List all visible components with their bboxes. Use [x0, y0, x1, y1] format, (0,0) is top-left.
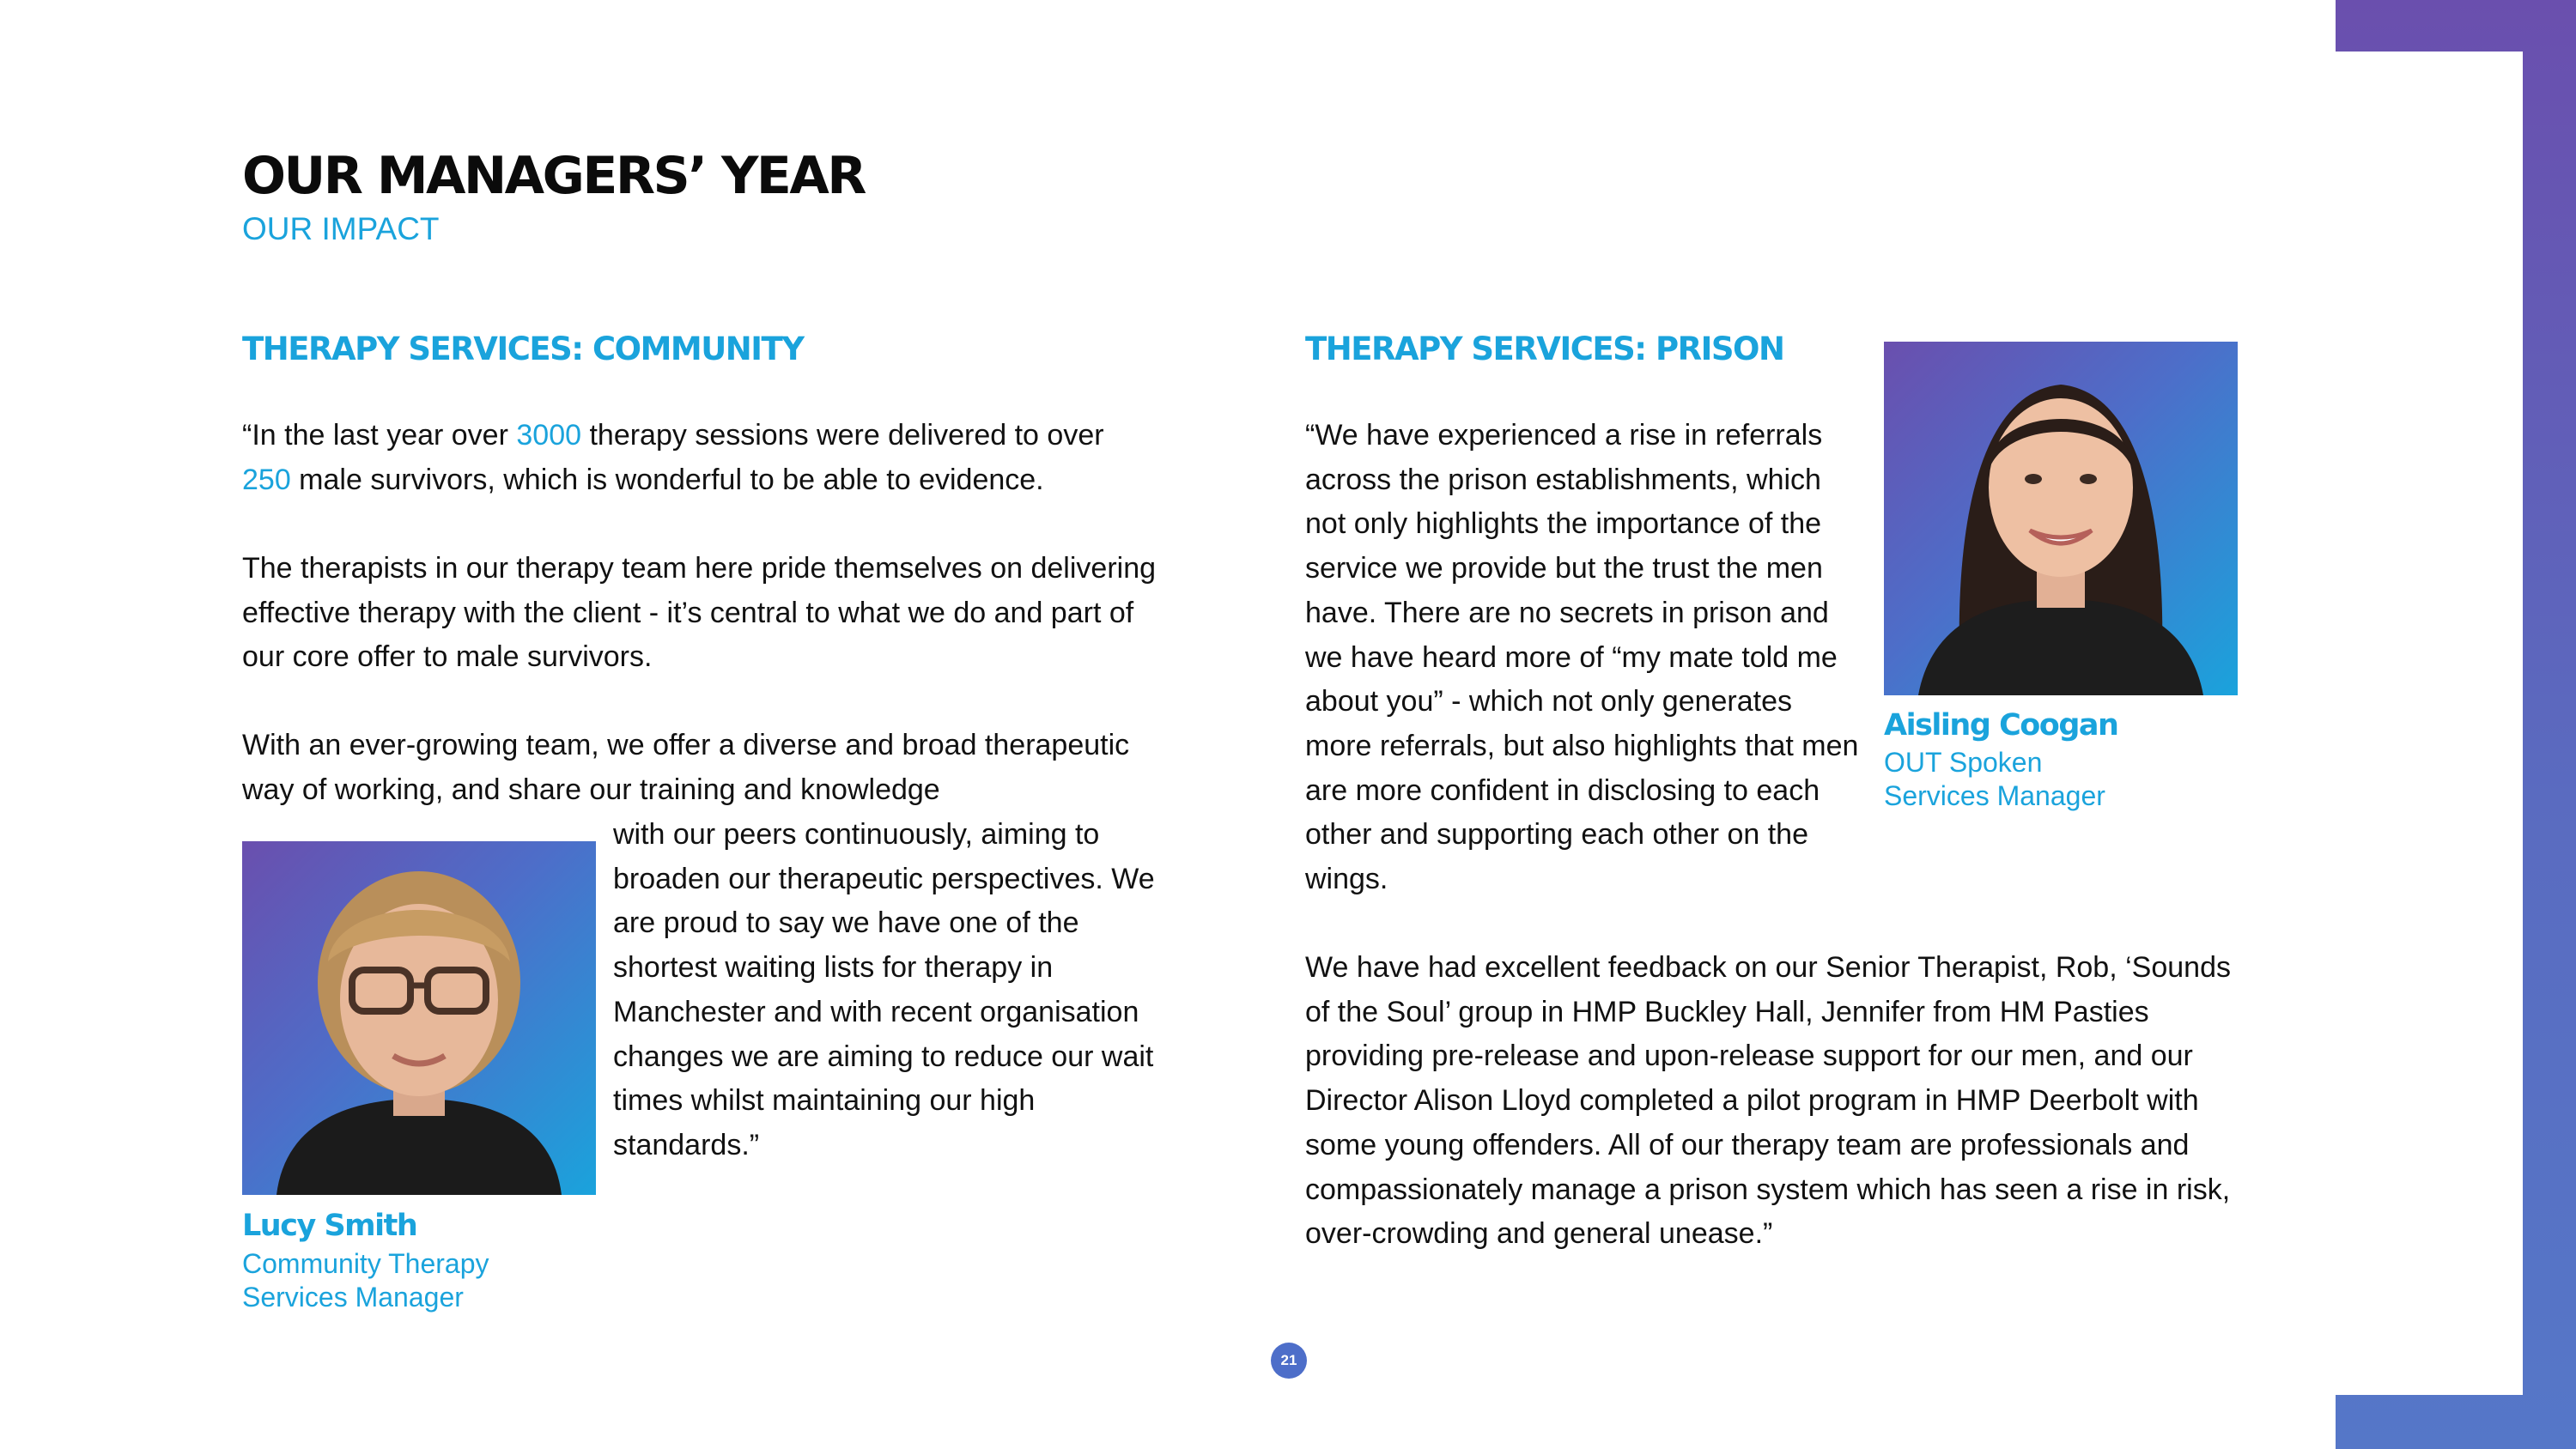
community-p1-text-c: male survivors, which is wonderful to be able to evidence. — [290, 463, 1044, 496]
aisling-coogan-name: Aisling Coogan — [1884, 708, 2118, 743]
survivors-count: 250 — [242, 463, 291, 496]
sessions-count: 3000 — [516, 419, 582, 452]
page-title: OUR MANAGERS’ YEAR — [242, 146, 866, 206]
page-subtitle: OUR IMPACT — [242, 211, 440, 246]
community-p1-text-a: “In the last year over — [242, 419, 517, 452]
community-p1-text-b: therapy sessions were delivered to over — [581, 419, 1104, 452]
prison-section-title: THERAPY SERVICES: PRISON — [1305, 330, 1784, 367]
page-number-badge: 21 — [1271, 1343, 1307, 1379]
person-portrait-icon — [242, 841, 596, 1195]
prison-paragraph-1: “We have experienced a rise in referrals across the prison establishments, which not only highlights the importance of the service we provide but the trust the men have. There are no secrets in prison and we have heard more of “my mate told me about you” - which not only generates more referrals, but also highlights that men are more confident in disclosing to each other and supporting each other on the wings. — [1305, 419, 1859, 896]
community-paragraph-2: The therapists in our therapy team here pride themselves on delivering effective therapy with the client - it’s central to what we do and part of our core offer to male survivors. — [242, 552, 1157, 674]
community-paragraph-4: with our peers continuously, aiming to broaden our therapeutic perspectives. We are proud to say we have one of the shortest waiting lists for therapy in Manchester and with recent organisation changes we are aiming to reduce our wait times whilst maintaining our high standards.” — [613, 818, 1155, 1161]
lucy-smith-role: Community Therapy Services Manager — [242, 1248, 489, 1313]
community-paragraph-1 — [242, 414, 1187, 502]
person-portrait-icon — [1884, 342, 2238, 695]
lucy-smith-name: Lucy Smith — [242, 1209, 417, 1243]
prison-paragraph-2: We have had excellent feedback on our Senior Therapist, Rob, ‘Sounds of the Soul’ group in HMP Buckley Hall, Jennifer from HM Pasties providing pre-release and upon-release support for our men, and our Director Alison Lloyd completed a pilot program in HMP Deerbolt with some young offenders. All of our therapy team are professionals and compassionately manage a prison system which has seen a rise in risk, over-crowding and general unease.” — [1305, 951, 2231, 1251]
community-section-title: THERAPY SERVICES: COMMUNITY — [242, 330, 804, 367]
aisling-coogan-photo — [1884, 342, 2238, 695]
aisling-coogan-role: OUT Spoken Services Manager — [1884, 747, 2105, 811]
side-band-mask — [2336, 52, 2523, 1395]
community-paragraph-3: With an ever-growing team, we offer a diverse and broad therapeutic way of working, and share our training and knowledge — [242, 729, 1130, 806]
lucy-smith-photo — [242, 841, 596, 1195]
